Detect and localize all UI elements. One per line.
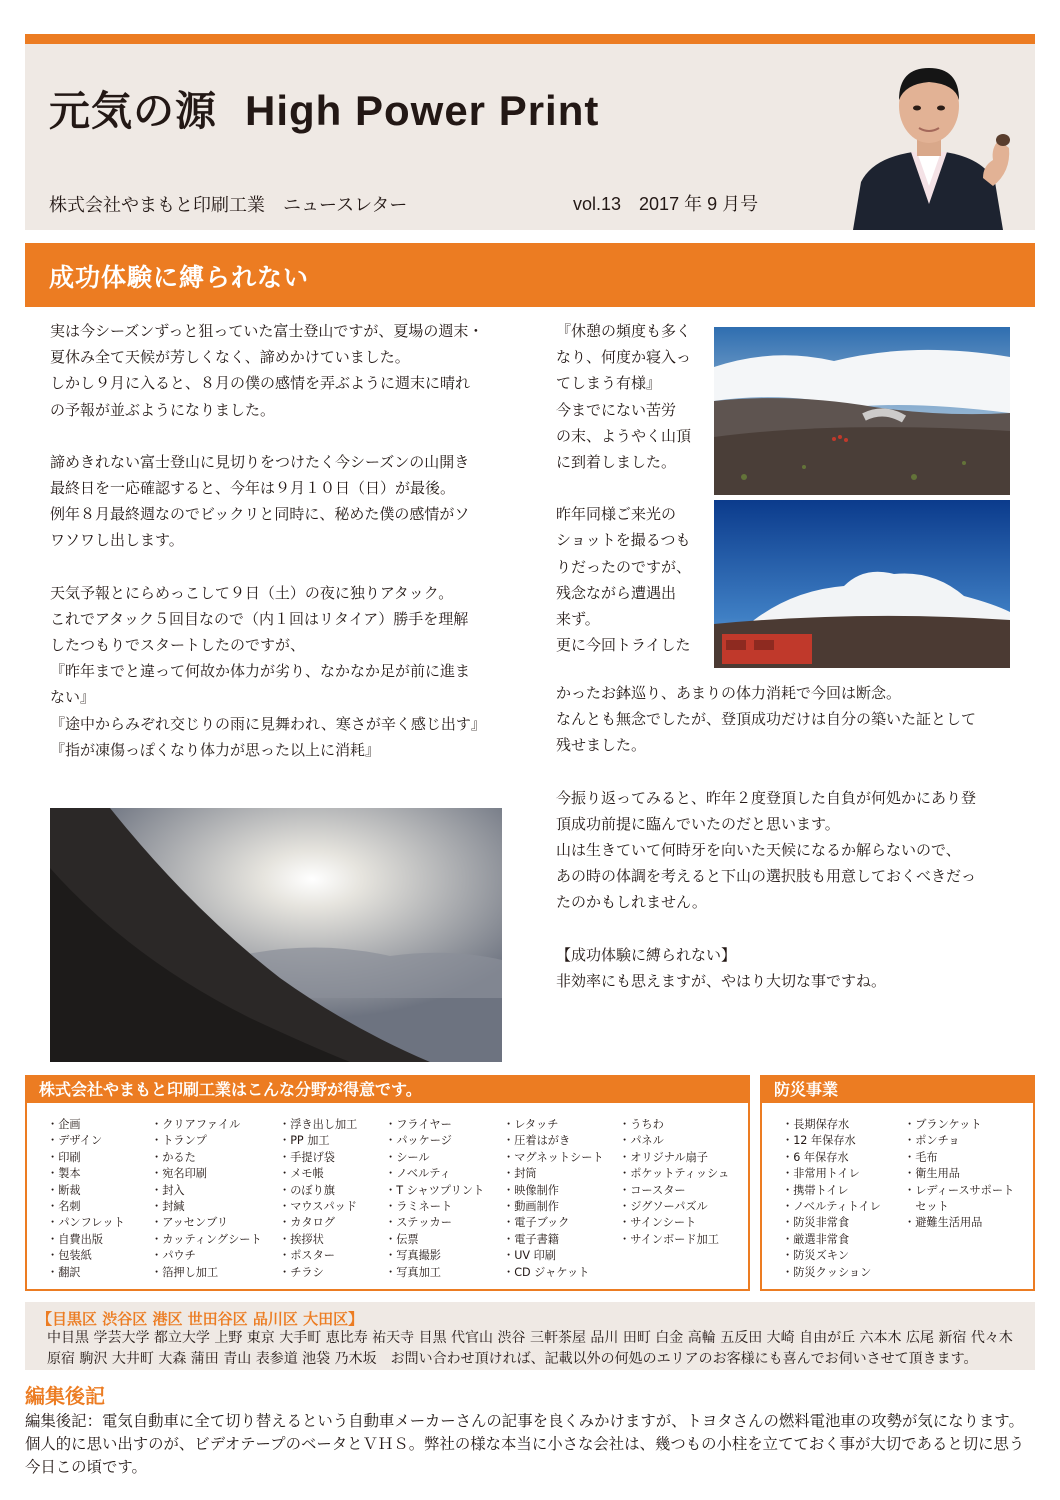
- list-item: ・パンフレット: [47, 1216, 125, 1230]
- list-item: ・デザイン: [47, 1134, 103, 1148]
- list-item: ・名刺: [47, 1200, 81, 1214]
- list-item: ・防災非常食: [782, 1216, 850, 1230]
- list-item: ・コースター: [619, 1183, 686, 1197]
- article-paragraph: 今振り返ってみると、昨年２度登頂した自負が何処かにあり登 頂成功前提に臨んでいたのだと思います。 山は生きていて何時牙を向いた天候になるか解らないので、 あの時の体調を考えると下山の選択肢も用意しておくべきだっ たのかもしれません。: [556, 788, 977, 912]
- list-item: ・封筒: [503, 1167, 537, 1181]
- list-item: ・ステッカー: [385, 1216, 452, 1230]
- list-item: ・ノベルティ: [385, 1167, 451, 1181]
- article-column-left: [50, 318, 515, 763]
- list-item: ・翻訳: [47, 1265, 81, 1279]
- list-item: ・携帯トイレ: [782, 1183, 849, 1197]
- list-item: ・ポケットティッシュ: [619, 1167, 730, 1181]
- list-item: ・写真加工: [385, 1265, 441, 1279]
- list-item: ・チラシ: [279, 1265, 324, 1279]
- disaster-list: [782, 1117, 881, 1281]
- list-item: ・封入: [151, 1183, 185, 1197]
- list-item: ・手提げ袋: [279, 1150, 335, 1164]
- article-heading: 成功体験に縛られない: [49, 263, 310, 292]
- list-item: ・6 年保存水: [782, 1150, 849, 1164]
- list-item: ・動画制作: [503, 1200, 559, 1214]
- list-item: ・パネル: [619, 1134, 664, 1148]
- list-item: ・製本: [47, 1167, 81, 1181]
- article-paragraph: 昨年同様ご来光の ショットを撮るつも りだったのですが、 残念ながら遭遇出 来ず。 更に今回トライした: [556, 505, 692, 655]
- list-item: ・クリアファイル: [151, 1118, 241, 1131]
- newsletter-header: [25, 44, 1035, 230]
- article-heading-bar: [25, 243, 1035, 307]
- list-item: ・衛生用品: [904, 1167, 960, 1181]
- list-item: ・挨拶状: [279, 1232, 324, 1246]
- list-item: ・ブランケット: [904, 1118, 982, 1131]
- list-item: ・毛布: [904, 1150, 938, 1164]
- list-item: ・写真撮影: [385, 1249, 441, 1263]
- list-item: ・うちわ: [619, 1118, 664, 1131]
- list-item: ・箔押し加工: [151, 1265, 219, 1279]
- list-item: ・企画: [47, 1118, 81, 1131]
- editor-note-text: 編集後記：電気自動車に全て切り替えるという自動車メーカーさんの記事を良くみかけますが、トヨタさんの燃料電池車の攻勢が気になります。個人的に思い出すのが、ビデオテープのベータとＶＨＳ。弊社の様な本当に小さな会社は、幾つもの小柱を立てておく事が大切であると切に思う今日この頃です。: [25, 1412, 1025, 1476]
- newsletter-subtitle: 株式会社やまもと印刷工業 ニュースレター: [49, 195, 408, 216]
- article-column-bottom: [556, 680, 1016, 994]
- list-item: ・レディースサポート: [904, 1183, 1015, 1197]
- service-area-text: 中目黒 学芸大学 都立大学 上野 東京 大手町 恵比寿 祐天寺 目黒 代官山 渋谷 三軒茶屋 品川 田町 白金 高輪 五反田 大崎 自由が丘 六本木 広尾 新宿 代々木 原宿 駒沢 大井町 大森 蒲田 青山 表参道 池袋 乃木坂 お問い合わせ頂ければ、記載以外の何処のエリアのお客様にも喜んでお伺いさせて頂きます。: [47, 1330, 1013, 1367]
- editor-note-heading: 編集後記: [25, 1384, 105, 1408]
- top-accent-bar: [25, 34, 1035, 44]
- list-item: ・オリジナル扇子: [619, 1150, 708, 1164]
- services-box: [25, 1075, 750, 1291]
- list-item: ・サインシート: [619, 1216, 697, 1230]
- list-item: ・T シャツプリント: [385, 1183, 485, 1197]
- list-item: ・映像制作: [503, 1183, 559, 1197]
- services-list: [47, 1117, 125, 1281]
- article-paragraph: 【成功体験に縛られない】 非効率にも思えますが、やはり大切な事ですね。: [556, 945, 887, 990]
- service-area-box: [25, 1302, 1035, 1370]
- list-item: ・伝票: [385, 1232, 419, 1246]
- mountain-sunrise-photo: [50, 808, 502, 1062]
- list-item: ・レタッチ: [503, 1118, 559, 1131]
- mountain-slope-photo: [714, 327, 1010, 495]
- list-item: ・メモ帳: [279, 1167, 324, 1181]
- list-item: ・電子書籍: [503, 1232, 559, 1246]
- list-item: ・非常用トイレ: [782, 1167, 860, 1181]
- list-item: ・ジグソーパズル: [619, 1200, 708, 1214]
- list-item: セット: [904, 1200, 949, 1214]
- list-item: ・シール: [385, 1150, 430, 1164]
- list-item: ・フライヤー: [385, 1118, 452, 1131]
- title-japanese: 元気の源: [49, 87, 217, 135]
- list-item: ・UV 印刷: [503, 1249, 556, 1263]
- list-item: ・ラミネート: [385, 1200, 453, 1214]
- article-paragraph: 天気予報とにらめっこして９日（土）の夜に独りアタック。 これでアタック５回目なので（内１回はリタイア）勝手を理解 したつもりでスタートしたのですが、 『昨年までと違って何故か体力が劣り、なかなか足が前に進ま ない』 『途中からみぞれ交じりの雨に見舞われ、寒さが辛く感じ出す』 『指が凍傷っぽくなり体力が思った以上に消耗』: [50, 583, 486, 759]
- list-item: ・かるた: [151, 1150, 196, 1164]
- list-item: ・マグネットシート: [503, 1150, 604, 1164]
- services-list: [385, 1117, 484, 1281]
- article-column-mid: [556, 318, 711, 658]
- newsletter-title: [49, 78, 599, 137]
- list-item: ・のぼり旗: [279, 1183, 335, 1197]
- list-item: ・12 年保存水: [782, 1134, 856, 1148]
- list-item: ・電子ブック: [503, 1216, 570, 1230]
- list-item: ・長期保存水: [782, 1118, 850, 1131]
- list-item: ・マウスパッド: [279, 1200, 357, 1214]
- list-item: ・浮き出し加工: [279, 1118, 358, 1131]
- list-item: ・自費出版: [47, 1232, 103, 1246]
- list-item: ・カタログ: [279, 1216, 335, 1230]
- author-portrait: [833, 54, 1023, 230]
- list-item: ・防災クッション: [782, 1265, 872, 1279]
- list-item: ・パッケージ: [385, 1134, 452, 1148]
- service-area-heading: 【目黒区 渋谷区 港区 世田谷区 品川区 大田区】: [37, 1310, 364, 1328]
- list-item: ・断裁: [47, 1183, 81, 1197]
- services-list: [619, 1117, 729, 1248]
- list-item: ・トランプ: [151, 1134, 207, 1148]
- article-paragraph: 諦めきれない富士登山に見切りをつけたく今シーズンの山開き 最終日を一応確認すると、今年は９月１０日（日）が最後。 例年８月最終週なのでビックリと同時に、秘めた僕の感情がソ ワソワし出します。: [50, 452, 470, 550]
- services-list: [151, 1117, 262, 1281]
- list-item: ・封緘: [151, 1200, 185, 1214]
- disaster-list: [904, 1117, 1014, 1232]
- title-english: High Power Print: [245, 87, 600, 134]
- disaster-box: [760, 1075, 1035, 1291]
- services-heading: 株式会社やまもと印刷工業はこんな分野が得意です。: [27, 1077, 748, 1103]
- list-item: ・包装紙: [47, 1249, 92, 1263]
- disaster-heading: 防災事業: [762, 1077, 1033, 1103]
- issue-number: vol.13 2017 年 9 月号: [573, 194, 759, 214]
- article-paragraph: 実は今シーズンずっと狙っていた富士登山ですが、夏場の週末・ 夏休み全て天候が芳しくなく、諦めかけていました。 しかし９月に入ると、８月の僕の感情を弄ぶように週末に晴れ の予報が並ぶようになりました。: [50, 322, 484, 419]
- list-item: ・ポスター: [279, 1249, 335, 1263]
- article-paragraph: かったお鉢巡り、あまりの体力消耗で今回は断念。 なんとも無念でしたが、登頂成功だけは自分の築いた証として 残せました。: [556, 684, 977, 755]
- list-item: ・ノベルティトイレ: [782, 1200, 881, 1214]
- list-item: ・アッセンブリ: [151, 1216, 229, 1230]
- list-item: ・避難生活用品: [904, 1216, 983, 1230]
- list-item: ・宛名印刷: [151, 1167, 207, 1181]
- services-list: [279, 1117, 357, 1281]
- summit-clouds-photo: [714, 500, 1010, 668]
- article-paragraph: 『休憩の頻度も多く なり、何度か寝入っ てしまう有様』 今までにない苦労 の末、ようやく山頂 に到着しました。: [556, 322, 692, 472]
- list-item: ・防災ズキン: [782, 1249, 850, 1263]
- list-item: ・サインボード加工: [619, 1232, 719, 1246]
- list-item: ・PP 加工: [279, 1134, 330, 1148]
- list-item: ・印刷: [47, 1150, 81, 1164]
- list-item: ・厳選非常食: [782, 1232, 850, 1246]
- list-item: ・ポンチョ: [904, 1134, 960, 1148]
- services-list: [503, 1117, 604, 1281]
- list-item: ・パウチ: [151, 1249, 196, 1263]
- list-item: ・圧着はがき: [503, 1134, 571, 1148]
- list-item: ・CD ジャケット: [503, 1265, 590, 1279]
- list-item: ・カッティングシート: [151, 1232, 262, 1246]
